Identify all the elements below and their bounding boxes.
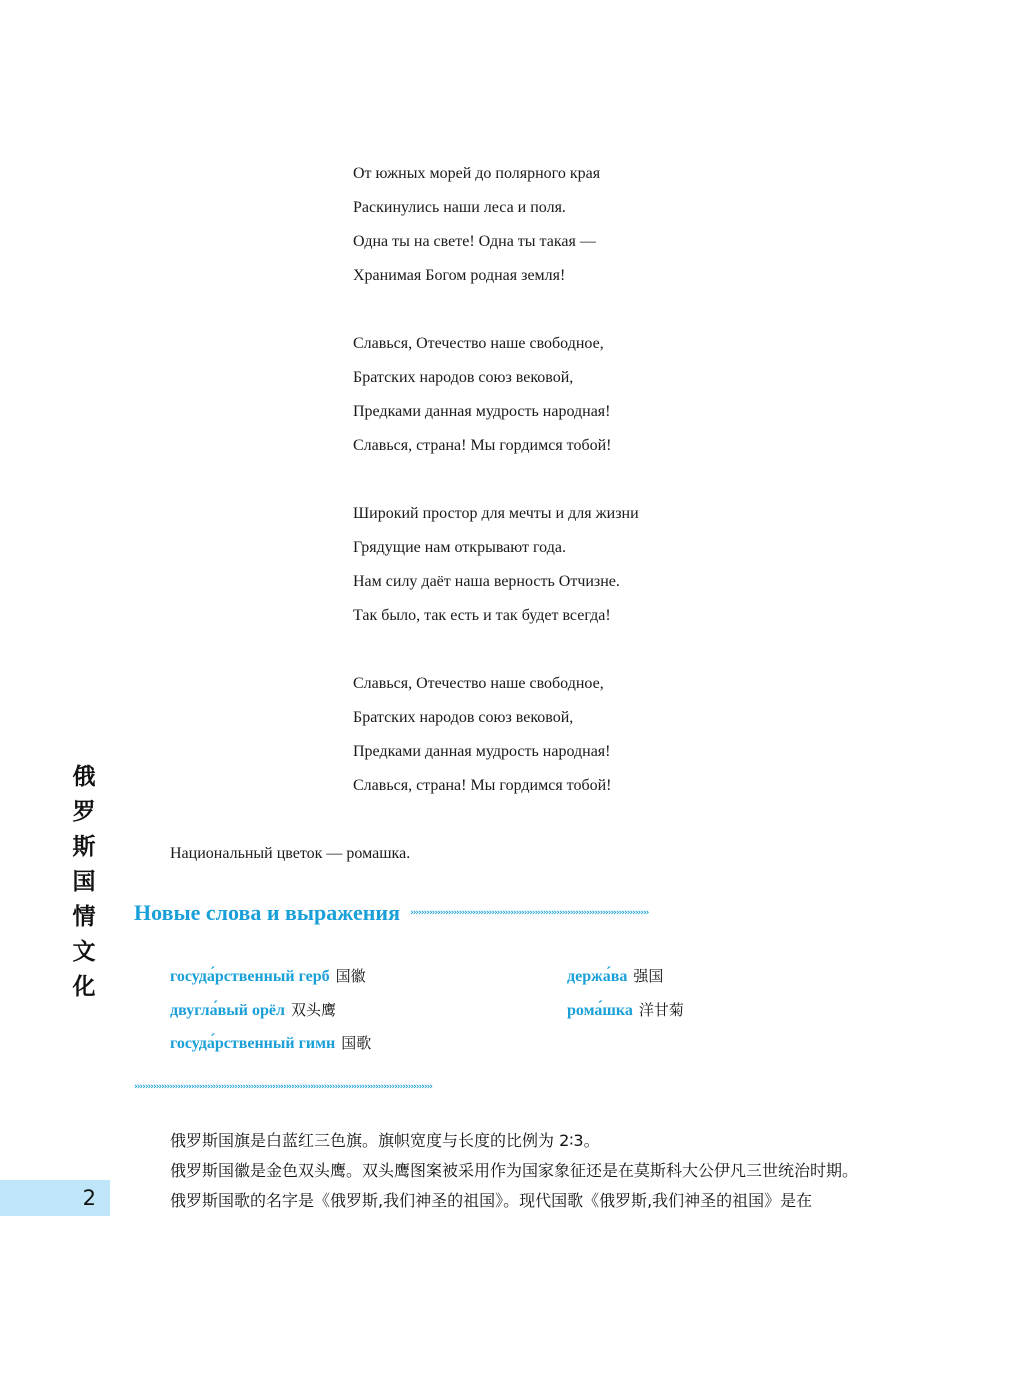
side-title-char: 化 (72, 974, 96, 1000)
side-title-char: 国 (72, 869, 96, 895)
chinese-body-text (134, 1126, 894, 1216)
vocab-translation: 强国 (633, 967, 664, 985)
vocab-item (170, 997, 336, 1024)
page-number-tab (0, 1180, 110, 1216)
vocab-translation: 双头鹰 (290, 1001, 336, 1019)
poem-line: Братских народов союз вековой, (353, 709, 574, 726)
vocab-item (170, 963, 366, 990)
side-title-char: 斯 (72, 834, 96, 860)
poem-stanza-3 (353, 500, 913, 636)
poem-line: Одна ты на свете! Одна ты такая — (353, 233, 596, 250)
vocab-word: держа́ва (567, 968, 628, 985)
vocab-heading (134, 896, 894, 930)
poem-line: Славься, страна! Мы гордимся тобой! (353, 777, 612, 794)
body-paragraph: 俄罗斯国徽是金色双头鹰。双头鹰图案被采用作为国家象征还是在莫斯科大公伊凡三世统治时期。 (170, 1161, 859, 1180)
poem-line: Нам силу даёт наша верность Отчизне. (353, 573, 620, 590)
body-paragraph: 俄罗斯国歌的名字是《俄罗斯,我们神圣的祖国》。现代国歌《俄罗斯,我们神圣的祖国》是在 (170, 1191, 813, 1210)
poem-line: Славься, Отечество наше свободное, (353, 335, 604, 352)
vocab-word: госуда́рственный герб (170, 968, 330, 985)
dotted-rule-icon: ›››››››››››››››››››››››››››››››››››››››››››››››››››››››››››››››››››››››››››››››››››››››››››››››››››››››››››››› (134, 1082, 432, 1092)
poem-stanza-1 (353, 160, 913, 296)
poem-line: Предками данная мудрость народная! (353, 403, 611, 420)
poem-line: Славься, Отечество наше свободное, (353, 675, 604, 692)
poem-line: Раскинулись наши леса и поля. (353, 199, 566, 216)
vocab-word: рома́шка (567, 1002, 633, 1019)
poem-line: Грядущие нам открывают года. (353, 539, 566, 556)
vocab-heading-title: Новые слова и выражения (134, 900, 400, 925)
poem-line: Братских народов союз вековой, (353, 369, 574, 386)
vocab-word: госуда́рственный гимн (170, 1035, 336, 1052)
anthem-poem (353, 160, 913, 840)
vocab-translation: 国歌 (341, 1034, 372, 1052)
vocab-translation: 洋甘菊 (638, 1001, 684, 1019)
poem-line: Хранимая Богом родная земля! (353, 267, 566, 284)
poem-line: Предками данная мудрость народная! (353, 743, 611, 760)
dotted-rule-icon: ›››››››››››››››››››››››››››››››››››››››››››››››››››››››››››››››››››››››››››››››››››››››› (409, 908, 649, 918)
poem-stanza-2 (353, 330, 913, 466)
poem-line: Так было, так есть и так будет всегда! (353, 607, 611, 624)
poem-line: Широкий простор для мечты и для жизни (353, 505, 639, 522)
poem-stanza-4 (353, 670, 913, 806)
side-title-char: 罗 (72, 799, 96, 825)
vocab-item (170, 1030, 371, 1057)
vocab-item (567, 997, 684, 1024)
vocab-translation: 国徽 (335, 967, 366, 985)
vocab-item (567, 963, 663, 990)
side-title-char: 俄 (72, 764, 96, 790)
poem-line: От южных морей до полярного края (353, 165, 601, 182)
page-number: 2 (82, 1186, 96, 1210)
side-title-char: 情 (72, 904, 96, 930)
side-title (66, 760, 102, 1005)
side-title-char: 文 (72, 939, 96, 965)
poem-line: Славься, страна! Мы гордимся тобой! (353, 437, 612, 454)
national-flower-line: Национальный цветок — ромашка. (170, 845, 411, 862)
vocab-word: двугла́вый орёл (170, 1002, 285, 1019)
body-paragraph: 俄罗斯国旗是白蓝红三色旗。旗帜宽度与长度的比例为 2∶3。 (170, 1131, 600, 1150)
